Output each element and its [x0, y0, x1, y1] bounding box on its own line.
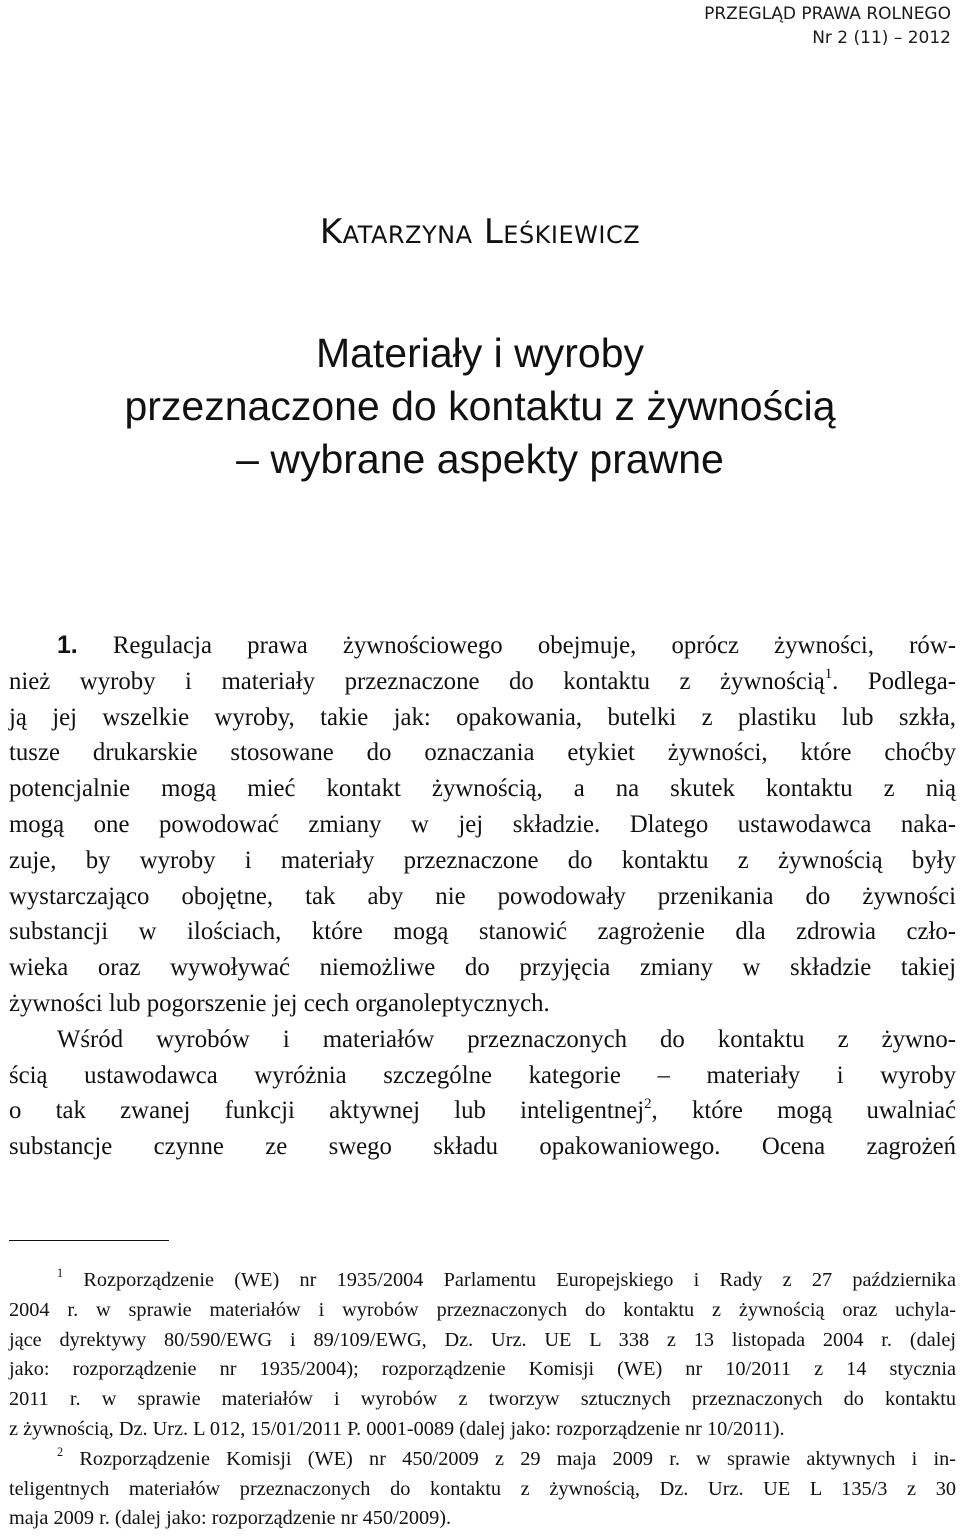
- footnote-line: z żywnością, Dz. Urz. L 012, 15/01/2011 P. 0001-0089 (dalej jako: rozporządzenie nr 10/2011).: [9, 1417, 785, 1440]
- footnote-line: maja 2009 r. (dalej jako: rozporządzenie nr 450/2009).: [9, 1507, 452, 1530]
- body-line: żywności lub pogorszenie jej cech organoleptycznych.: [9, 989, 550, 1017]
- body-line: potencjalnie mogą mieć kontakt żywnością, a na skutek kontaktu z nią: [9, 775, 956, 803]
- body-line: tusze drukarskie stosowane do oznaczania etykiet żywności, które choćby: [9, 739, 956, 767]
- body-line: o tak zwanej funkcji aktywnej lub inteligentnej$^2$, które mogą uwalniać: [9, 1095, 957, 1125]
- body-line: wieka oraz wywoływać niemożliwe do przyjęcia zmiany w składzie takiej: [9, 954, 956, 982]
- footnote-line: 2011 r. w sprawie materiałów i wyrobów z tworzyw sztucznych przeznaczonych do kontaktu: [9, 1388, 956, 1411]
- footnote-line: teligentnych materiałów przeznaczonych do kontaktu z żywnością, Dz. Urz. UE L 135/3 z 30: [9, 1477, 956, 1500]
- body-line: substancji w ilościach, które mogą stanowić zagrożenie dla zdrowia czło-: [9, 918, 956, 946]
- footnote-separator: [9, 1240, 169, 1241]
- footnote-line: $^1$ Rozporządzenie (WE) nr 1935/2004 Parlamentu Europejskiego i Rady z 27 października: [57, 1266, 956, 1291]
- footnotes: [9, 1266, 956, 1534]
- footnote-mark-1: 1: [57, 1266, 64, 1281]
- footnote-line: $^2$ Rozporządzenie Komisji (WE) nr 450/2009 z 29 maja 2009 r. w sprawie aktywnych i in-: [57, 1445, 956, 1470]
- journal-name: PRZEGLĄD PRAWA ROLNEGO: [704, 4, 951, 24]
- body-line: Wśród wyrobów i materiałów przeznaczonych do kontaktu z żywno-: [57, 1025, 956, 1053]
- body-line: wystarczająco obojętne, tak aby nie powodowały przenikania do żywności: [9, 882, 956, 910]
- body-line: ścią ustawodawca wyróżnia szczególne kategorie – materiały i wyroby: [9, 1061, 956, 1089]
- title-line: – wybrane aspekty prawne: [236, 436, 724, 482]
- body-text: [9, 628, 956, 1165]
- running-header: [704, 2, 951, 50]
- footnote-line: jako: rozporządzenie nr 1935/2004); rozporządzenie Komisji (WE) nr 10/2011 z 14 stycznia: [9, 1358, 956, 1381]
- section-number: 1.: [57, 632, 78, 659]
- article-title: [0, 327, 960, 486]
- body-line: substancje czynne ze swego składu opakowaniowego. Ocena zagrożeń: [9, 1133, 956, 1161]
- body-line: 1. Regulacja prawa żywnościowego obejmuje, oprócz żywności, rów-: [57, 632, 956, 659]
- title-line: przeznaczone do kontaktu z żywnością: [124, 383, 836, 429]
- body-line: nież wyroby i materiały przeznaczone do kontaktu z żywnością$^1$. Podlega-: [9, 666, 957, 695]
- footnote-ref-2[interactable]: 2: [644, 1095, 652, 1112]
- footnote-line: jące dyrektywy 80/590/EWG i 89/109/EWG, Dz. Urz. UE L 338 z 13 listopada 2004 r. (dalej: [9, 1328, 956, 1351]
- body-line: zuje, by wyroby i materiały przeznaczone do kontaktu z żywnością były: [9, 846, 956, 874]
- issue-number: Nr 2 (11) – 2012: [812, 28, 951, 48]
- footnote-line: 2004 r. w sprawie materiałów i wyrobów przeznaczonych do kontaktu z żywnością oraz uchyla-: [9, 1298, 956, 1321]
- body-line: ją jej wszelkie wyroby, takie jak: opakowania, butelki z plastiku lub szkła,: [9, 703, 956, 731]
- body-line: mogą one powodować zmiany w jej składzie. Dlatego ustawodawca naka-: [9, 810, 956, 838]
- footnote-mark-2: 2: [57, 1445, 64, 1460]
- title-line: Materiały i wyroby: [315, 330, 645, 376]
- footnote-ref-1[interactable]: 1: [824, 666, 833, 683]
- author-name: Katarzyna Leśkiewicz: [319, 212, 641, 252]
